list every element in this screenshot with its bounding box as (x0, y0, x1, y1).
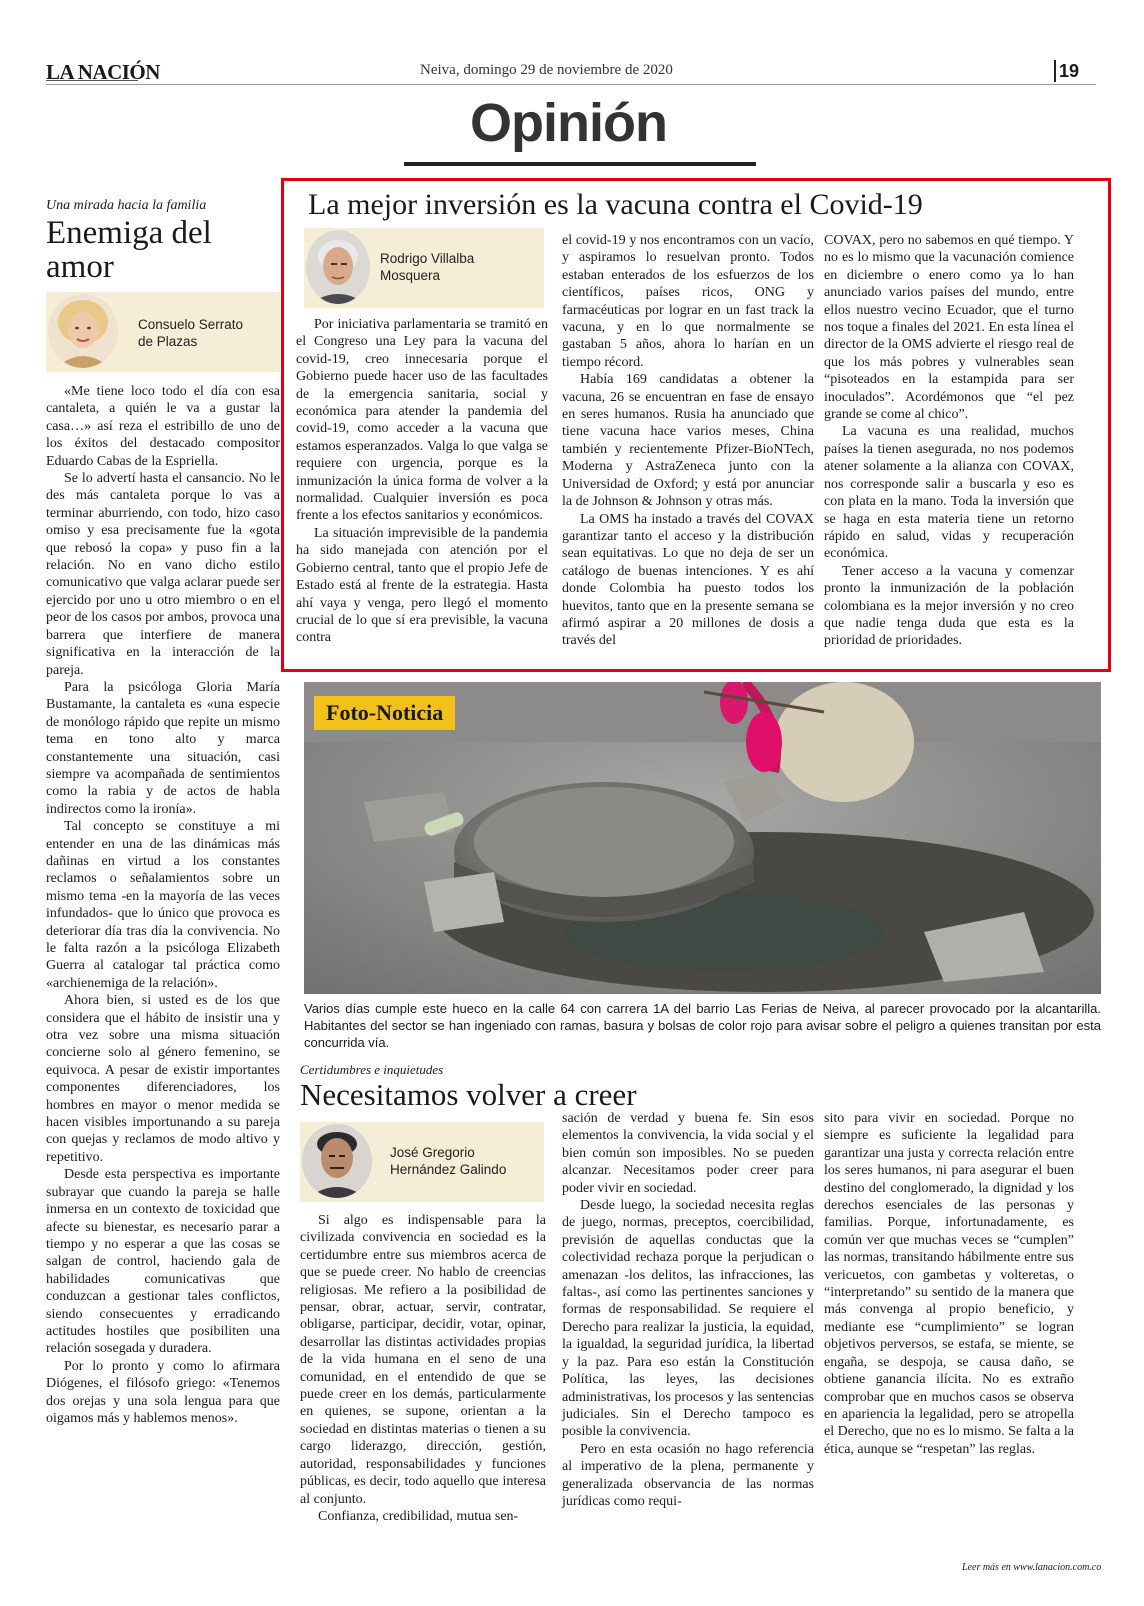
author-photo-consuelo (48, 294, 118, 368)
second-headline: Necesitamos volver a creer (300, 1077, 637, 1112)
second-col2 (562, 1110, 814, 1510)
second-author-line1: José Gregorio (390, 1145, 475, 1160)
left-paragraph: Por lo pronto y como lo afirmara Diógenes, el filósofo griego: «Tenemos dos orejas y una sola lengua para que oigamos más y hablemos menos». (46, 1358, 280, 1426)
second-author-name (390, 1144, 506, 1178)
left-kicker: Una mirada hacia la familia (46, 198, 207, 213)
second-author-line2: Hernández Galindo (390, 1162, 507, 1177)
second-paragraph: sito para vivir en sociedad. Porque no siempre es suficiente la legalidad para garantizar una justa y correcta relación entre los seres humanos, ni para asegurar el buen destino del conglomerado, la dignidad y los derechos esenciales de las personas y familias. Porque, infortunadamente, es común ver que muchas veces se “cumplen” las normas, transitando hábilmente entre sus vericuetos, con gambetas y volteretas, o “interpretando” su sentido de la manera que más convenga al propio beneficio, y mediante ese “cumplimiento” se logran objetivos perversos, se estafa, se miente, se engaña, se despoja, se causa daño, se obtiene ganancia ilícita. No es extraño comprobar que en muchos casos se observa en apariencia la legalidad, pero se atropella el Derecho, que no es lo mismo. Se falta a la ética, aunque se “respetan” las reglas. (824, 1111, 1074, 1457)
feature-headline: La mejor inversión es la vacuna contra el Covid-19 (308, 188, 923, 221)
newspaper-logo: LA NACIÓN (46, 60, 160, 84)
feature-col2 (562, 232, 814, 650)
second-col3 (824, 1110, 1074, 1458)
left-author-box (46, 292, 280, 372)
feature-paragraph: La OMS ha instado a través del COVAX garantizar tanto el acceso y la distribución sean equitativas. Lo que no deja de ser un catálogo de buenas intenciones. Y es ahí donde Colombia ha puesto todos los huevitos, tanto que en la presente semana se afirmó aspirar a 20 millones de dosis a través del (562, 511, 814, 649)
section-title: Opinión (470, 93, 667, 153)
left-paragraph: Tal concepto se constituye a mi entender en una de las dinámicas más dañinas en virtud a los constantes reclamos o señalamientos sobre un mismo tema -en la mayoría de las veces infundados- que lo único que provoca es deteriorar día tras día la convivencia. No le falta razón a la psicóloga Elizabeth Guerra al catalogar tal práctica como «archienemiga de la relación». (46, 819, 280, 991)
left-author-line2: de Plazas (138, 334, 198, 349)
second-paragraph: Desde luego, la sociedad necesita reglas de juego, normas, preceptos, coercibilidad, previsión de aquellas conductas que la colectividad rechaza porque la perjudican o amenazan -los delitos, las infracciones, las faltas-, así como las pertinentes sanciones y formas de responsabilidad. Se requiere el Derecho para realizar la justicia, la equidad, la igualdad, la seguridad jurídica, la libertad y la paz. Para eso están la Constitución Política, las leyes, las decisiones administrativas, los procesos y las sentencias judiciales. Sin el Derecho tampoco es posible la convivencia. (562, 1198, 814, 1440)
feature-paragraph: Por iniciativa parlamentaria se tramitó en el Congreso una Ley para la vacuna del covid-19, creo innecesaria porque el Gobierno puede hacer uso de las facultades de la emergencia sanitaria, social y económica para atender la pandemia del covid-19, como acceder a la vacuna que estamos esperanzados. Valga lo que valga se requiere con urgencia, porque es la inmunización la única forma de volver a la normalidad. Cualquier inversión es poca frente a los efectos sanitarios y económicos. (296, 317, 548, 524)
feature-paragraph: el covid-19 y nos encontramos con un vacío, y aspiramos lo resuelvan pronto. Todos estaban enterados de los esfuerzos de los científicos, países ricos, ONG y farmacéuticas por lograr en un fast track la vacuna, y en lo que normalmente se gastaban 5 años, ahora lo harían en un tiempo récord. (562, 233, 814, 370)
section-underline (404, 162, 756, 166)
logo-rule (46, 80, 138, 81)
author-photo-rodrigo (306, 230, 370, 304)
feature-author-box (304, 228, 544, 308)
feature-author-line1: Rodrigo Villalba (380, 251, 475, 266)
photo-caption: Varios días cumple este hueco en la calle 64 con carrera 1A del barrio Las Ferias de Neiva, al parecer provocado por la alcantarilla. Habitantes del sector se han ingeniado con ramas, basura y bolsas de color rojo para avisar sobre el peligro a quienes transitan por esta concurrida vía. (304, 1001, 1101, 1050)
left-paragraph: Desde esta perspectiva es importante subrayar que cuando la pareja se halle inmersa en un contexto de toxicidad que afecte su bienestar, es necesario parar a tiempo y no esperar a que las cosas se salgan de control, haciendo gala de habilidades comunicativas que conduzcan a gestionar tales conflictos, siendo consecuentes y erradicando actitudes hostiles que posibiliten una relación sosegada y duradera. (46, 1167, 280, 1357)
feature-paragraph: La vacuna es una realidad, muchos países la tienen asegurada, no nos podemos atener solamente a la alianza con COVAX, nos corresponde salir a buscarla y eso es con plata en la mano. Toda la inversión que se haga en esta materia tiene un retorno rápido en salud, vidas y recuperación económica. (824, 424, 1074, 562)
left-headline (46, 216, 280, 284)
left-headline-line2: amor (46, 249, 114, 285)
second-kicker: Certidumbres e inquietudes (300, 1062, 444, 1077)
left-paragraph: Se lo advertí hasta el cansancio. No le des más cantaleta porque lo vas a terminar aburriendo, con todo, hizo caso omiso y esa precisamente fue la «gota que rebosó la copa» y puso fin a la relación. No en vano dicho estilo comunicativo que valga aclarar puede ser ejercido por uno u otro miembro o en el peor de los casos por ambos, provoca una barrera que interfiere de manera significativa en la interacción de la pareja. (46, 471, 280, 678)
left-paragraph: «Me tiene loco todo el día con esa cantaleta, a quién le va a gustar la casa…» así reza el estribillo de uno de los éxitos del destacado compositor Eduardo Cabas de la Espriella. (46, 384, 280, 469)
page-number: 19 (1054, 60, 1079, 82)
feature-paragraph: COVAX, pero no sabemos en qué tiempo. Y no es lo mismo que la vacunación comience en diciembre o enero como ya lo han anunciado varios países del mundo, entre ellos nuestro vecino Ecuador, que el turno nos toque a finales del 2021. En esta línea el director de la OMS advierte el riesgo real de que los más pobres y vulnerables sean “pisoteados en la estampida para ser inoculados”. Acordémonos que “el pez grande se come al chico”. (824, 233, 1074, 423)
feature-col1 (296, 316, 548, 647)
header-rule (46, 84, 1096, 85)
left-author-line1: Consuelo Serrato (138, 317, 244, 332)
second-author-box (300, 1122, 544, 1202)
feature-col3 (824, 232, 1074, 650)
read-more-link[interactable]: Leer más en www.lanacion.com.co (962, 1562, 1102, 1573)
feature-paragraph: La situación imprevisible de la pandemia ha sido manejada con atención por el Gobierno central, tanto que el propio Jefe de Estado está al frente de la estrategia. Hasta ahí vaya y venga, pero llegó el momento crucial de lo que sí era previsible, la vacuna contra (296, 525, 548, 646)
feature-paragraph: Tener acceso a la vacuna y comenzar pronto la inmunización de la población colombiana es la mejor inversión y no creo que nadie tenga duda que esta es la prioridad de prioridades. (824, 563, 1074, 649)
left-author-name (138, 316, 243, 350)
photo-news-tag: Foto-Noticia (314, 696, 455, 730)
author-photo-jose (302, 1124, 372, 1198)
feature-author-name (380, 250, 474, 284)
left-article-body (46, 383, 280, 1427)
second-paragraph: Pero en esta ocasión no hago referencia al imperativo de la plena, permanente y generalizada observancia de las normas jurídicas como requi- (562, 1441, 814, 1509)
second-paragraph: Confianza, credibilidad, mutua sen- (318, 1508, 519, 1524)
feature-paragraph: Había 169 candidatas a obtener la vacuna, 26 se encuentran en fase de ensayo en seres humanos. Rusia ha anunciado que tiene vacuna hace varios meses, China también y recientemente Pfizer-BioNTech, Moderna y AstraZeneca junto con la Universidad de Oxford; y está por anunciar la de Johnson & Johnson y otras más. (562, 372, 814, 510)
second-col1 (300, 1212, 546, 1525)
second-paragraph: Si algo es indispensable para la civilizada convivencia en sociedad es la certidumbre entre sus miembros acerca de que se puede creer. No hablo de creencias religiosas. Me refiero a la posibilidad de pensar, obrar, actuar, servir, contratar, obligarse, participar, decidir, votar, opinar, desarrollar las distintas actividades propias de la vida humana en el seno de una comunidad, en el entendido de que se puede creer en los demás, particularmente en quienes, se supone, orientan a la sociedad en distintas materias o tienen a su cargo liderazgo, dirección, gestión, autoridad, responsabilidades y funciones públicas, es decir, todo aquello que interesa al conjunto. (300, 1213, 546, 1507)
feature-author-line2: Mosquera (380, 268, 441, 283)
dateline: Neiva, domingo 29 de noviembre de 2020 (420, 62, 673, 78)
left-paragraph: Para la psicóloga Gloria María Bustamante, la cantaleta es «una especie de monólogo rápido que repite un mismo tema en tono alto y marca constantemente una situación, casi siempre va acompañada de sentimientos como la rabia y de actos de habla indirectos como la ironía». (46, 679, 280, 817)
second-paragraph: sación de verdad y buena fe. Sin esos elementos la convivencia, la vida social y el bien común son imposibles. No se pueden alcanzar. Necesitamos poder creer para poder vivir en sociedad. (562, 1111, 814, 1196)
left-headline-line1: Enemiga del (46, 215, 212, 251)
left-paragraph: Ahora bien, si usted es de los que considera que el hábito de insistir una y otra vez sobre una misma situación concierne solo al género femenino, se equivoca. A pesar de existir importantes componentes diferenciadores, los hombres en mayor o menor medida se hacen visibles importunando a su pareja con quejas y reclamos de modo altivo y repetitivo. (46, 993, 280, 1165)
